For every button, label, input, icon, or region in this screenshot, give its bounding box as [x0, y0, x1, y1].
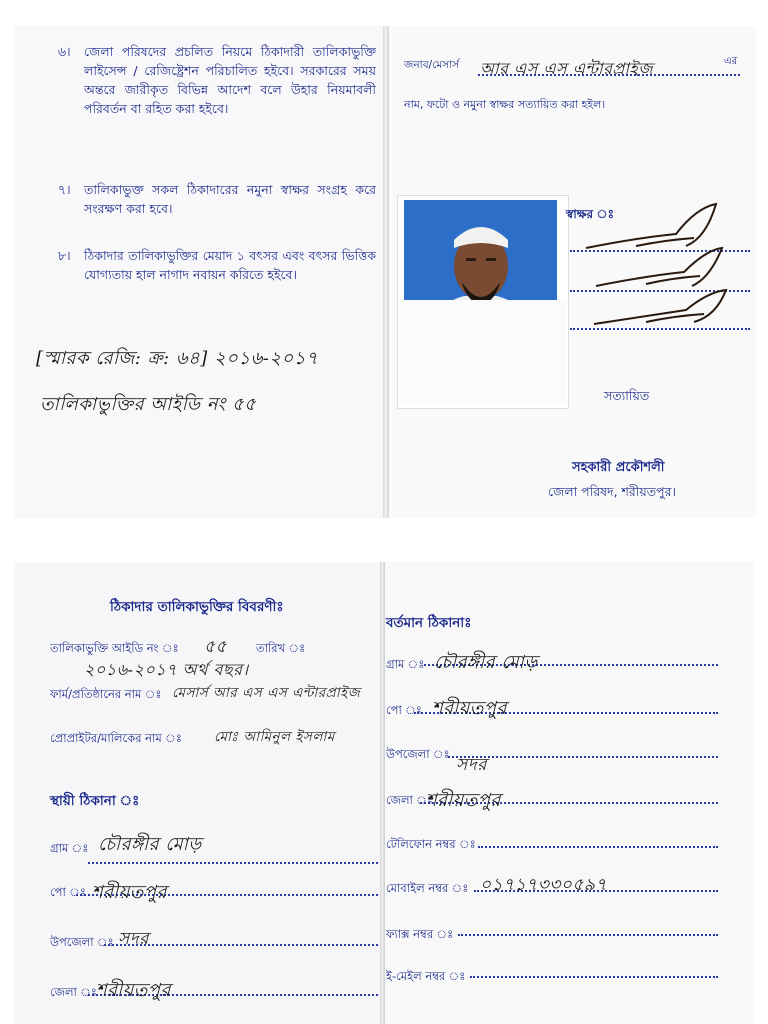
po-label: পো ঃ — [386, 703, 422, 717]
upazila-label: উপজেলা ঃ — [386, 747, 450, 761]
rule-number: ৮। — [58, 248, 71, 263]
officer-title: সহকারী প্রকৌশলী — [572, 460, 665, 475]
village-label: গ্রাম ঃ — [386, 657, 425, 671]
permanent-address-heading: স্থায়ী ঠিকানা ঃ — [50, 793, 140, 809]
phone-label: টেলিফোন নম্বর ঃ — [386, 837, 476, 851]
form-title: ঠিকাদার তালিকাভুক্তির বিবরণীঃ — [110, 599, 284, 615]
verification-text: নাম, ফটো ও নমুনা স্বাক্ষর সত্যায়িত করা হইল। — [404, 98, 606, 111]
handwritten-note: [স্মারক রেজি: ক্র: ৬৪] ২০১৬-২০১৭ — [36, 348, 319, 369]
date-label: তারিখ ঃ — [256, 641, 306, 655]
district-value: শরীয়তপুর — [426, 790, 501, 811]
firm-value: মেসার্স আর এস এস এন্টারপ্রাইজ — [172, 685, 361, 701]
rule-number: ৭। — [58, 182, 71, 197]
village-value: চৌরঙ্গীর মোড় — [98, 834, 202, 855]
upazila-value: সদর — [456, 755, 488, 775]
email-label: ই-মেইল নম্বর ঃ — [386, 969, 466, 983]
village-value: চৌরঙ্গীর মোড় — [434, 652, 538, 673]
po-value: শরীয়তপুর — [432, 698, 507, 719]
district-label: জেলা ঃ — [50, 985, 97, 999]
attested-label: সত্যায়িত — [604, 388, 650, 403]
janab-suffix: এর — [724, 56, 738, 67]
page-fold — [380, 562, 385, 1024]
district-label: জেলা ঃ — [386, 793, 433, 807]
id-label: তালিকাভুক্তি আইডি নং ঃ — [50, 641, 179, 655]
upazila-value: সদর — [118, 929, 150, 949]
po-label: পো ঃ — [50, 885, 86, 899]
handwritten-note: তালিকাভুক্তির আইডি নং ৫৫ — [40, 394, 257, 415]
upazila-label: উপজেলা ঃ — [50, 935, 114, 949]
proprietor-label: প্রোপ্রাইটর/মালিকের নাম ঃ — [50, 731, 182, 745]
upazila-line — [448, 756, 718, 758]
fax-line — [458, 934, 718, 936]
date-value: ২০১৬-২০১৭ অর্থ বছর। — [84, 660, 249, 679]
mobile-value: ০১৭১৭৩৩০৫৯৭ — [480, 875, 607, 895]
email-line — [470, 976, 718, 978]
rule-text: তালিকাভুক্ত সকল ঠিকাদারের নমুনা স্বাক্ষর সংগ্রহ করে সংরক্ষণ করা হবে। — [84, 182, 376, 216]
phone-line — [478, 846, 718, 848]
po-value: শরীয়তপুর — [92, 882, 167, 903]
signature-label: স্বাক্ষর ঃ — [566, 207, 615, 221]
rule-number: ৬। — [58, 44, 71, 59]
village-line — [88, 862, 378, 864]
photo-shirt — [398, 300, 566, 405]
janab-value: আর এস এস এন্টারপ্রাইজ — [480, 59, 654, 78]
rule-text: ঠিকাদার তালিকাভুক্তির মেয়াদ ১ বৎসর এবং বৎসর ভিত্তিক যোগ্যতায় হাল নাগাদ নবায়ন করিতে হইবে। — [84, 248, 376, 282]
page-fold — [383, 26, 389, 518]
janab-label: জনাব/মেসার্স — [404, 59, 460, 71]
specimen-signature — [576, 198, 756, 338]
village-label: গ্রাম ঃ — [50, 841, 89, 855]
present-address-heading: বর্তমান ঠিকানাঃ — [386, 615, 472, 631]
rule-text: জেলা পরিষদের প্রচলিত নিয়মে ঠিকাদারী তালিকাভুক্তি লাইসেন্স / রেজিষ্ট্রেশন পরিচালিত হইবে। সরকারের সময় অন্তরে জারীকৃত বিভিন্ন আদেশ বলে উহার নিয়মাবলী পরিবর্তন বা রহিত করা হইবে। — [84, 44, 376, 116]
firm-label: ফার্ম/প্রতিষ্ঠানের নাম ঃ — [50, 687, 162, 701]
officer-office: জেলা পরিষদ, শরীয়তপুর। — [548, 484, 676, 499]
id-value: ৫৫ — [204, 637, 228, 657]
district-value: শরীয়তপুর — [96, 980, 171, 1001]
fax-label: ফ্যাক্স নম্বর ঃ — [386, 927, 454, 941]
mobile-label: মোবাইল নম্বর ঃ — [386, 881, 469, 895]
proprietor-value: মোঃ আমিনুল ইসলাম — [214, 729, 335, 745]
